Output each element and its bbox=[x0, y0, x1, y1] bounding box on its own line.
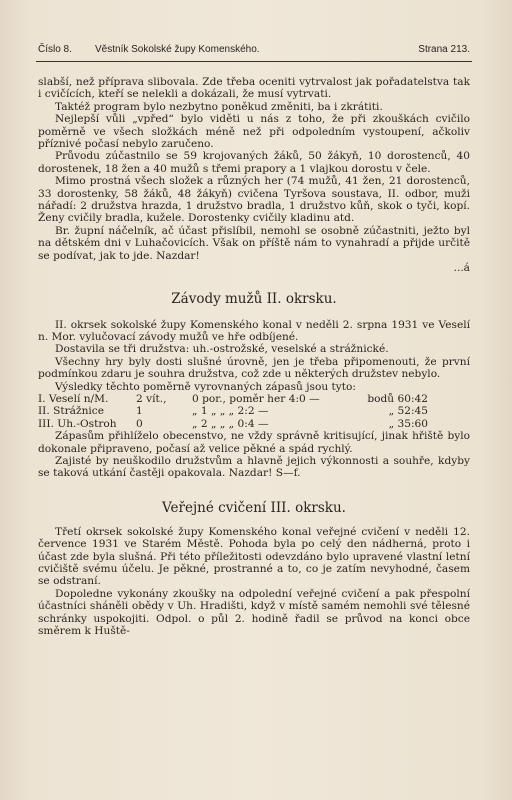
losses-ratio: „ 1 „ „ „ 2:2 — bbox=[192, 405, 269, 418]
header-divider bbox=[36, 61, 472, 62]
points: „ 52:45 bbox=[388, 405, 428, 418]
section-heading: Závody mužů II. okrsku. bbox=[171, 290, 337, 307]
team-name: III. Uh.-Ostroh bbox=[38, 417, 117, 430]
paragraph: Průvodu zúčastnilo se 59 krojovaných žáků, 50 žákyň, 10 dorostenců, 40 dorostenek, 18 žen a 40 mužů s třemi prapory a 1 vlajkou dorostu v čele. bbox=[38, 150, 470, 175]
paragraph: Br. župní náčelník, ač účast přislíbil, nemohl se osobně zúčastniti, ježto byl na dětském dni v Luhačovicích. Však on příště nám to vynahradí a přijde určitě se podívat, jak to jde. Nazdar! bbox=[38, 224, 470, 262]
points: bodů 60:42 bbox=[367, 392, 428, 405]
page-header bbox=[38, 44, 470, 60]
team-name: II. Strážnice bbox=[38, 405, 104, 418]
wins: 0 bbox=[136, 417, 143, 430]
publication-title: Věstník Sokolské župy Komenského. bbox=[95, 44, 260, 55]
article-body bbox=[38, 76, 470, 637]
losses-ratio: „ 2 „ „ „ 0:4 — bbox=[192, 417, 269, 430]
paragraph: Všechny hry byly dosti slušné úrovně, jen je třeba připomenouti, že první podmínkou zdaru je souhra družstva, což zde u některých družstev nebylo. bbox=[38, 355, 470, 381]
results-table bbox=[38, 393, 428, 430]
paragraph: Třetí okrsek sokolské župy Komenského konal veřejné cvičení v neděli 12. července 1931 ve Starém Městě. Pohoda byla po celý den nádherná, proto i účast zde byla slušná. Při této příležitosti odevzdáno bylo upravené vlastní letní cvičiště svému účelu. Je pěkné, prostranné a to, co je zatím nevyhodné, časem se odstraní. bbox=[38, 525, 470, 588]
wins: 2 vít., bbox=[136, 392, 167, 405]
page-number: Strana 213. bbox=[418, 44, 470, 55]
paragraph: Taktéž program bylo nezbytno poněkud změniti, ba i zkrátiti. bbox=[55, 100, 383, 113]
losses-ratio: 0 por., poměr her 4:0 — bbox=[192, 392, 320, 405]
table-row bbox=[38, 405, 428, 417]
table-row bbox=[38, 393, 428, 405]
team-name: I. Veselí n/M. bbox=[38, 392, 109, 405]
author-signature: ...á bbox=[453, 262, 470, 275]
paragraph: slabší, než příprava slibovala. Zde třeba oceniti vytrvalost jak pořadatelstva tak i cvičících, kteří se nelekli a dokázali, že musí vytrvati. bbox=[38, 76, 470, 101]
paragraph: Nejlepší vůli „vpřed“ bylo viděti u nás z toho, že při zkouškách cvičilo poměrně ve všech složkách méně než při odpoledním vystoupení, ačkoliv příznivé počasí nebylo zaručeno. bbox=[38, 113, 470, 151]
issue-number: Číslo 8. bbox=[38, 44, 72, 55]
paragraph: Dostavila se tři družstva: uh.-ostrožské, veselské a strážnické. bbox=[55, 343, 389, 356]
paragraph: Výsledky těchto poměrně vyrovnaných zápasů jsou tyto: bbox=[55, 380, 356, 393]
paragraph: Zajisté by neuškodilo družstvům a hlavně jejich výkonnosti a souhře, kdyby se taková utkání častěji opakovala. Nazdar! S—f. bbox=[38, 454, 470, 480]
points: „ 35:60 bbox=[388, 417, 428, 430]
paragraph: Zápasům přihlíželo obecenstvo, ne vždy správně kritisující, jinak hřiště bylo dokonale připraveno, počasí až velice pěkné a spád rychlý. bbox=[38, 430, 470, 455]
table-row bbox=[38, 418, 428, 430]
paragraph: Dopoledne vykonány zkoušky na odpolední veřejné cvičení a pak přespolní účastníci sháněli obědy v Uh. Hradišti, když v místě samém nemohli své tělesné schránky uspokojiti. Odpol. o půl 2. hodině řadil se průvod na konci obce směrem k Huště- bbox=[38, 587, 470, 638]
paragraph: II. okrsek sokolské župy Komenského konal v neděli 2. srpna 1931 ve Veselí n. Mor. vylučovací závody mužů ve hře odbíjené. bbox=[38, 318, 470, 343]
section-heading: Veřejné cvičení III. okrsku. bbox=[162, 499, 346, 516]
paragraph: Mimo prostná všech složek a různých her (74 mužů, 41 žen, 21 dorostenců, 33 dorostenky, 58 žáků, 48 žákyň) cvičena Tyršova soustava, II. odbor, muži nářadí: 2 družstva hrazda, 1 družstvo bradla, 1 družstvo kůň, skok o tyči, kopí. Ženy cvičily bradla, kužele. Dorostenky cvičily kladinu atd. bbox=[38, 175, 470, 225]
wins: 1 bbox=[136, 405, 143, 418]
